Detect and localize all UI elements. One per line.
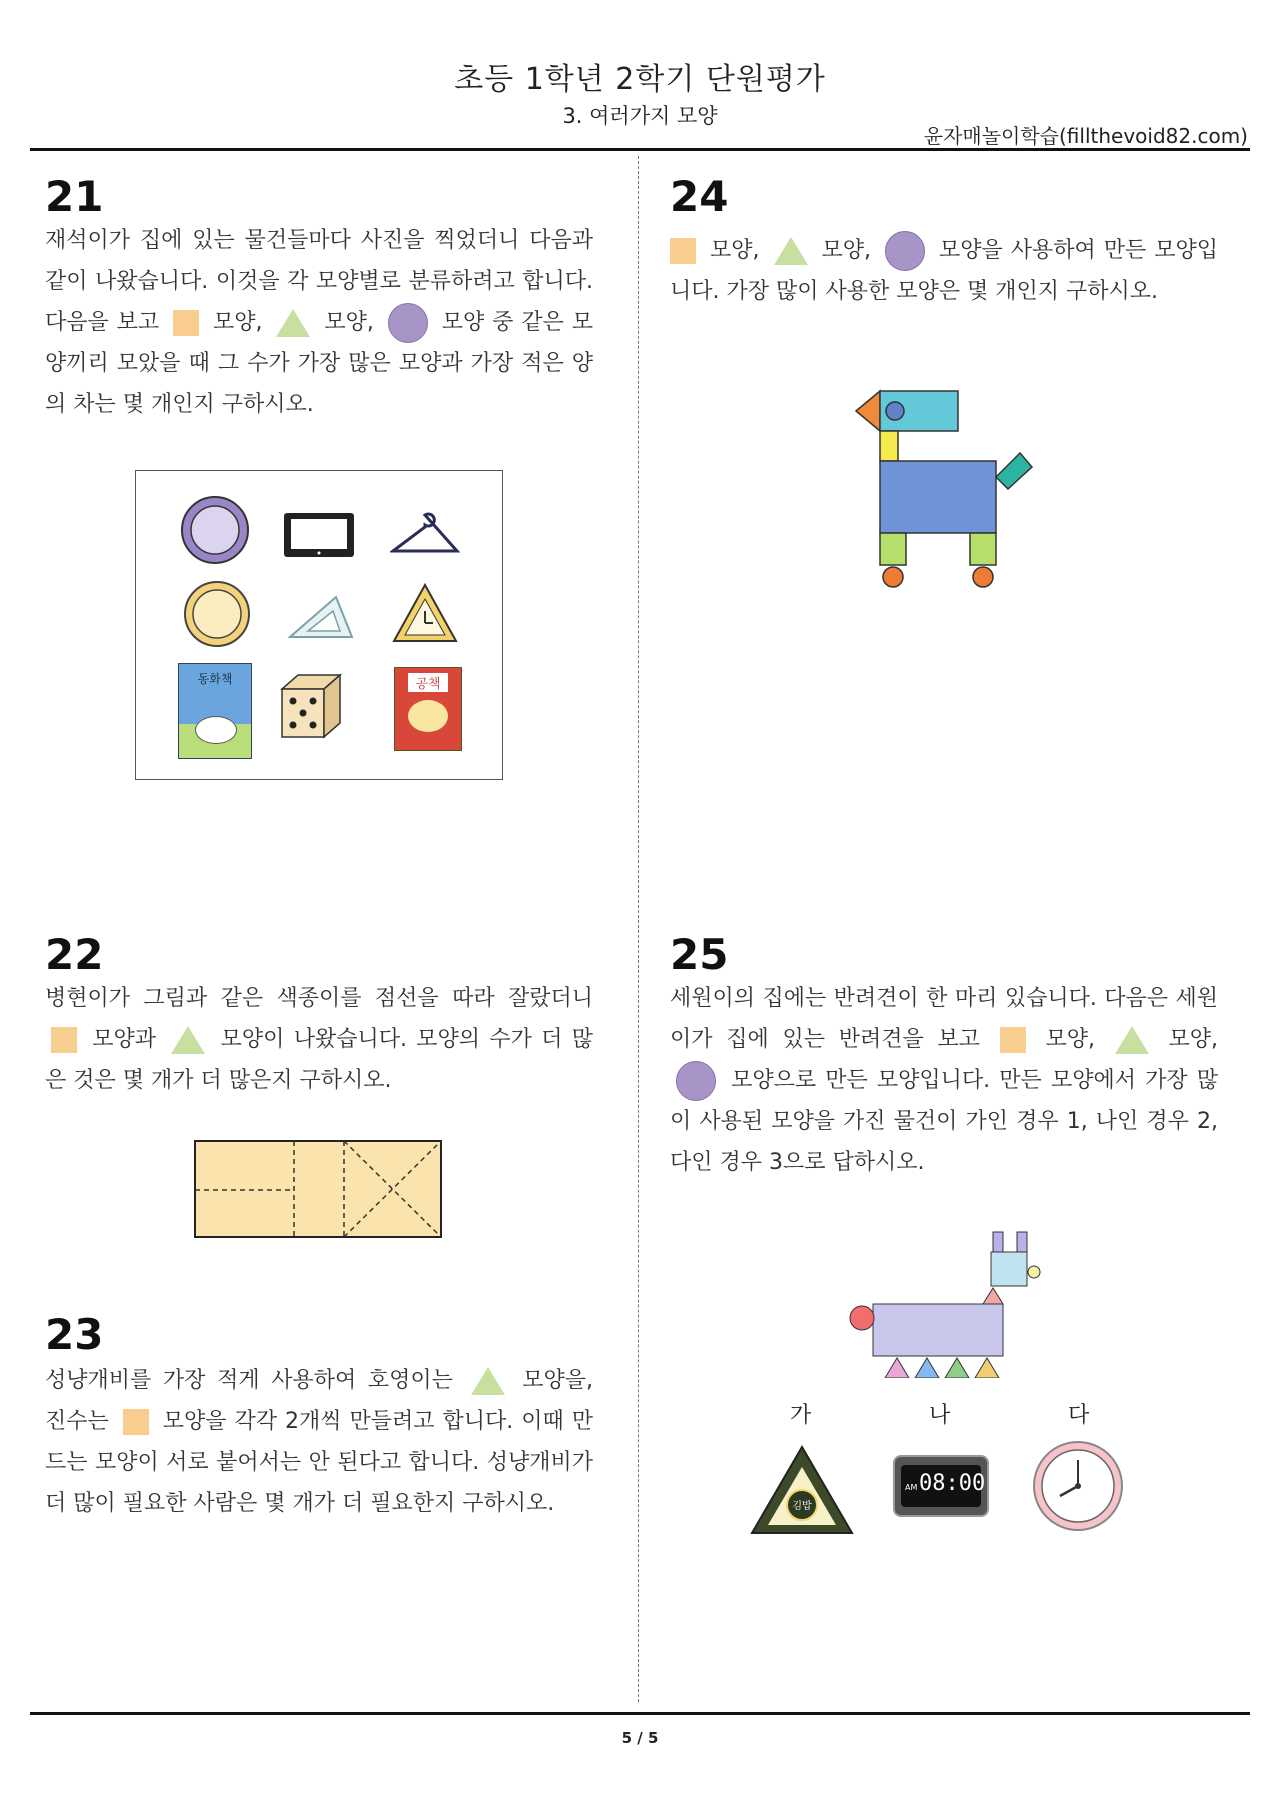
notebook-label: 공책 [408, 673, 448, 692]
tablet-icon [282, 511, 356, 559]
square-shape-icon [173, 310, 199, 336]
square-shape-icon [670, 238, 696, 264]
storybook-icon [178, 663, 252, 759]
question-23-text: 성냥개비를 가장 적게 사용하여 호영이는 모양을, 진수는 모양을 각각 2개씩 만들려고 합니다. 이때 만드는 모양이 서로 붙어서는 안 된다고 합니다. 성냥개비가 더 많이 필요한 사람은 몇 개가 더 필요한지 구하시오. [45, 1368, 594, 1516]
square-shape-icon [51, 1027, 77, 1053]
clock-time: 08:00 [919, 1471, 986, 1496]
option-ga-label: 가 [790, 1403, 812, 1428]
tambourine-icon [182, 579, 252, 649]
circle-shape-icon [676, 1061, 716, 1101]
column-divider [638, 156, 639, 1702]
question-22-text: 병현이가 그림과 같은 색종이를 점선을 따라 잘랐더니 모양과 모양이 나왔습니다. 모양의 수가 더 많은 것은 몇 개가 더 많은지 구하시오. [45, 986, 593, 1093]
plate-icon [180, 495, 250, 565]
question-24-number: 24 [670, 172, 729, 221]
round-clock-icon [1032, 1440, 1124, 1532]
hanger-icon [390, 511, 460, 559]
shape-horse-figure [850, 385, 1040, 595]
question-25-text: 세원이의 집에는 반려견이 한 마리 있습니다. 다음은 세원이가 집에 있는 반려견을 보고 모양, 모양, 모양으로 만든 모양입니다. 만든 모양에서 가장 많이 사용된 모양을 가진 물건이 가인 경우 1, 나인 경우 2, 다인 경우 3으로 답하시오. [670, 986, 1219, 1175]
unit-subtitle: 3. 여러가지 모양 [562, 104, 718, 128]
question-21-number: 21 [45, 172, 104, 221]
option-na-label: 나 [929, 1403, 951, 1428]
question-21-text: 재석이가 집에 있는 물건들마다 사진을 찍었더니 다음과 같이 나왔습니다. 이것을 각 모양별로 분류하려고 합니다. 다음을 보고 모양, 모양, 모양 중 같은 모양끼리 모았을 때 그 수가 가장 많은 모양과 가장 적은 양의 차는 몇 개인지 구하시오. [45, 228, 593, 417]
set-square-icon [286, 593, 356, 641]
question-23-number: 23 [45, 1310, 104, 1359]
shape-dog-figure [845, 1228, 1045, 1378]
footer-divider [30, 1712, 1250, 1715]
triangle-clock-icon [390, 581, 460, 645]
square-shape-icon [123, 1409, 149, 1435]
worksheet-title: 초등 1학년 2학기 단원평가 [454, 62, 826, 97]
colored-paper-figure [194, 1140, 444, 1240]
circle-shape-icon [388, 303, 428, 343]
triangle-shape-icon [774, 237, 808, 265]
digital-clock-icon [893, 1455, 989, 1517]
question-24-text: 모양, 모양, 모양을 사용하여 만든 모양입니다. 가장 많이 사용한 모양은 몇 개인지 구하시오. [670, 230, 1218, 312]
triangle-shape-icon [171, 1026, 205, 1054]
notebook-box-icon [394, 667, 462, 751]
option-da-label: 다 [1068, 1403, 1090, 1428]
page-number: 5 / 5 [621, 1729, 659, 1747]
kimbap-label: 김밥 [792, 1501, 812, 1512]
header-divider [30, 148, 1250, 151]
kimbap-triangle-icon [750, 1445, 854, 1537]
clock-ampm: AM [905, 1483, 918, 1492]
storybook-label: 동화책 [197, 672, 233, 686]
site-credit: 윤자매놀이학습(fillthevoid82.com) [923, 124, 1248, 148]
triangle-shape-icon [276, 309, 310, 337]
triangle-shape-icon [471, 1367, 505, 1395]
circle-shape-icon [885, 231, 925, 271]
question-22-number: 22 [45, 930, 104, 979]
dice-icon [276, 671, 346, 743]
question-25-number: 25 [670, 930, 729, 979]
square-shape-icon [1000, 1027, 1026, 1053]
objects-picture-box [135, 470, 503, 780]
triangle-shape-icon [1115, 1026, 1149, 1054]
